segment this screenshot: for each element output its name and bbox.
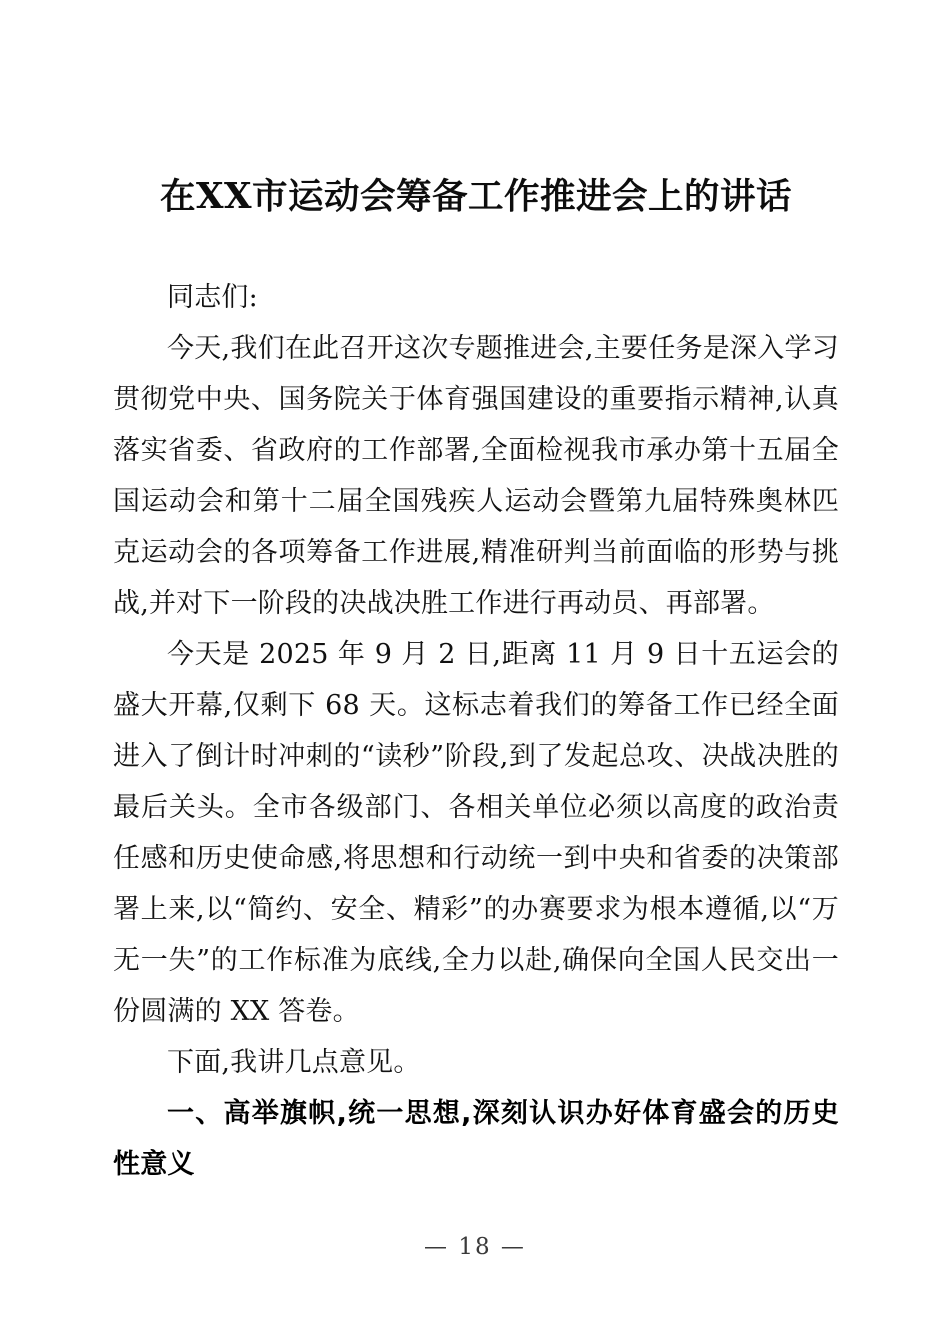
- paragraph-3: 下面,我讲几点意见。: [167, 1047, 421, 1078]
- salutation: 同志们:: [167, 282, 258, 313]
- section-heading-1: 一、高举旗帜,统一思想,深刻认识办好体育盛会的历史性意义: [113, 1098, 839, 1180]
- document-body: [113, 272, 839, 1190]
- page-title: 在XX市运动会筹备工作推进会上的讲话: [159, 176, 793, 217]
- paragraph-1: 今天,我们在此召开这次专题推进会,主要任务是深入学习贯彻党中央、国务院关于体育强国建设的重要指示精神,认真落实省委、省政府的工作部署,全面检视我市承办第十五届全国运动会和第十二届全国残疾人运动会暨第九届特殊奥林匹克运动会的各项筹备工作进展,精准研判当前面临的形势与挑战,并对下一阶段的决战决胜工作进行再动员、再部署。: [113, 333, 839, 619]
- paragraph-2: 今天是 2025 年 9 月 2 日,距离 11 月 9 日十五运会的盛大开幕,仅剩下 68 天。这标志着我们的筹备工作已经全面进入了倒计时冲刺的“读秒”阶段,到了发起总攻、决战决胜的最后关头。全市各级部门、各相关单位必须以高度的政治责任感和历史使命感,将思想和行动统一到中央和省委的决策部署上来,以“简约、安全、精彩”的办赛要求为根本遵循,以“万无一失”的工作标准为底线,全力以赴,确保向全国人民交出一份圆满的 XX 答卷。: [113, 639, 839, 1027]
- page-number: — 18 —: [424, 1234, 526, 1260]
